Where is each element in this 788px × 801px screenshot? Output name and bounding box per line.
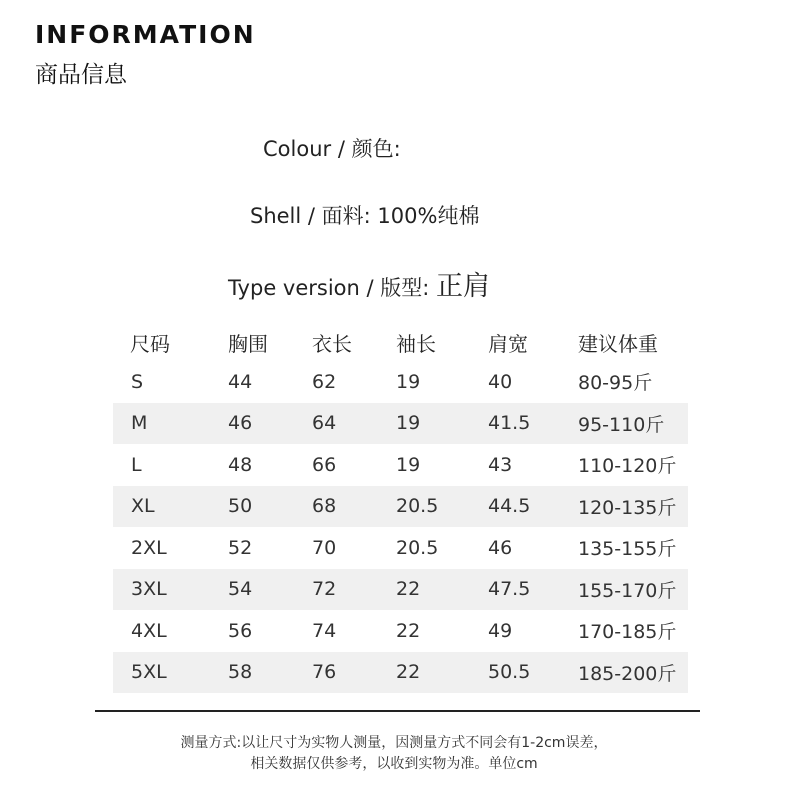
- cell-sleeve: 19: [396, 370, 421, 393]
- table-row: [113, 486, 688, 528]
- cell-sleeve: 22: [396, 619, 421, 642]
- measure-note-line2: 相关数据仅供参考，以收到实物为准。单位cm: [250, 756, 538, 772]
- cell-length: 72: [312, 569, 396, 611]
- cell-size: S: [131, 370, 144, 393]
- divider: [95, 710, 700, 712]
- cell-chest: 50: [228, 486, 312, 528]
- cell-chest: 46: [228, 403, 312, 445]
- cell-weight: 80-95斤: [578, 372, 653, 395]
- cell-shoulder: 49: [488, 619, 513, 642]
- cell-sleeve: 22: [396, 569, 488, 611]
- page-title-cn: 商品信息: [35, 62, 127, 88]
- cell-shoulder: 43: [488, 453, 513, 476]
- cell-weight: 110-120斤: [578, 455, 677, 478]
- cell-shoulder: 44.5: [488, 486, 578, 528]
- cell-sleeve: 20.5: [396, 486, 488, 528]
- cell-chest: 58: [228, 652, 312, 694]
- cell-length: 74: [312, 619, 337, 642]
- cell-shoulder: 40: [488, 370, 513, 393]
- cell-size: M: [113, 403, 228, 445]
- spec-type-label: Type version / 版型:: [228, 276, 430, 300]
- spec-type: [228, 264, 490, 303]
- table-row: [113, 403, 688, 445]
- cell-length: 66: [312, 453, 337, 476]
- table-row: [113, 527, 688, 569]
- cell-weight: 95-110斤: [578, 403, 688, 445]
- page-title-en: INFORMATION: [35, 20, 256, 49]
- spec-colour-label: Colour / 颜色:: [263, 137, 401, 161]
- header-shoulder: 肩宽: [488, 331, 528, 356]
- cell-chest: 56: [228, 619, 253, 642]
- spec-type-value: 正肩: [436, 271, 491, 302]
- cell-shoulder: 46: [488, 536, 513, 559]
- cell-length: 68: [312, 486, 396, 528]
- spec-shell-label: Shell / 面料:: [250, 204, 371, 228]
- cell-weight: 120-135斤: [578, 486, 688, 528]
- cell-shoulder: 50.5: [488, 652, 578, 694]
- header-weight: 建议体重: [578, 331, 658, 356]
- table-row: [113, 610, 688, 652]
- cell-shoulder: 47.5: [488, 569, 578, 611]
- cell-length: 76: [312, 652, 396, 694]
- header-chest: 胸围: [228, 331, 268, 356]
- cell-size: XL: [113, 486, 228, 528]
- table-row: [113, 652, 688, 694]
- cell-weight: 155-170斤: [578, 569, 688, 611]
- cell-weight: 170-185斤: [578, 621, 677, 644]
- header-length: 衣长: [312, 331, 352, 356]
- size-table-header: [113, 323, 688, 361]
- spec-colour: [263, 133, 401, 163]
- cell-length: 62: [312, 370, 337, 393]
- cell-shoulder: 41.5: [488, 403, 578, 445]
- cell-size: 3XL: [113, 569, 228, 611]
- cell-chest: 52: [228, 536, 253, 559]
- measure-note-line1: 测量方式:以让尺寸为实物人测量，因测量方式不同会有1-2cm误差，: [180, 735, 608, 751]
- cell-length: 64: [312, 403, 396, 445]
- table-row: [113, 444, 688, 486]
- cell-sleeve: 20.5: [396, 536, 439, 559]
- cell-weight: 185-200斤: [578, 652, 688, 694]
- cell-sleeve: 19: [396, 403, 488, 445]
- table-row: [113, 361, 688, 403]
- header-sleeve: 袖长: [396, 331, 436, 356]
- cell-size: 5XL: [113, 652, 228, 694]
- cell-size: 2XL: [131, 536, 167, 559]
- spec-shell: [250, 200, 479, 230]
- cell-sleeve: 19: [396, 453, 421, 476]
- cell-length: 70: [312, 536, 337, 559]
- cell-chest: 44: [228, 370, 253, 393]
- header-size: 尺码: [130, 331, 170, 356]
- cell-sleeve: 22: [396, 652, 488, 694]
- cell-weight: 135-155斤: [578, 538, 677, 561]
- cell-size: 4XL: [131, 619, 167, 642]
- cell-chest: 54: [228, 569, 312, 611]
- table-row: [113, 569, 688, 611]
- cell-size: L: [131, 453, 142, 476]
- size-table: [113, 323, 688, 693]
- cell-chest: 48: [228, 453, 253, 476]
- spec-shell-value: 100%纯棉: [377, 204, 480, 228]
